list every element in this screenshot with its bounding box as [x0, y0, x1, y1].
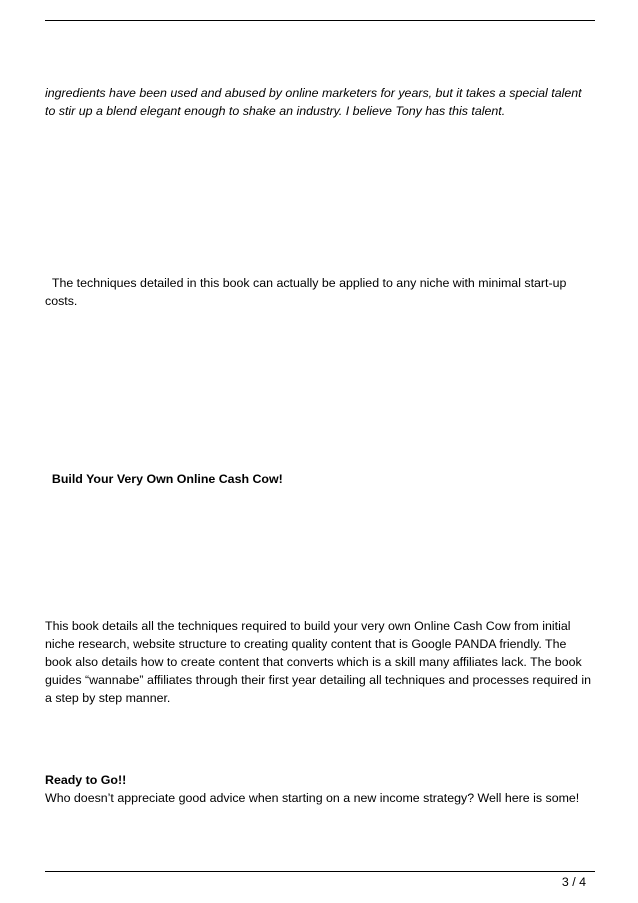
header-rule [45, 20, 595, 21]
intro-paragraph: ingredients have been used and abused by online marketers for years, but it takes a special talent to stir up a blend elegant enough to shake an industry. I believe Tony has this talent. [45, 86, 582, 118]
details-paragraph: This book details all the techniques required to build your very own Online Cash Cow from initial niche research, website structure to creating quality content that is Google PANDA friendly. The book also details how to create content that converts which is a skill many affiliates lack. The book guides “wannabe” affiliates through their first year detailing all techniques and processes required in a step by step manner. [45, 619, 591, 705]
advice-paragraph: Who doesn’t appreciate good advice when starting on a new income strategy? Well here is some! [45, 791, 580, 805]
techniques-paragraph: The techniques detailed in this book can actually be applied to any niche with minimal start-up costs. [45, 276, 570, 308]
cash-cow-heading: Build Your Very Own Online Cash Cow! [45, 472, 283, 486]
ready-heading: Ready to Go!! [45, 773, 127, 787]
page-number: 3 / 4 [561, 875, 586, 889]
footer-rule [45, 871, 595, 872]
